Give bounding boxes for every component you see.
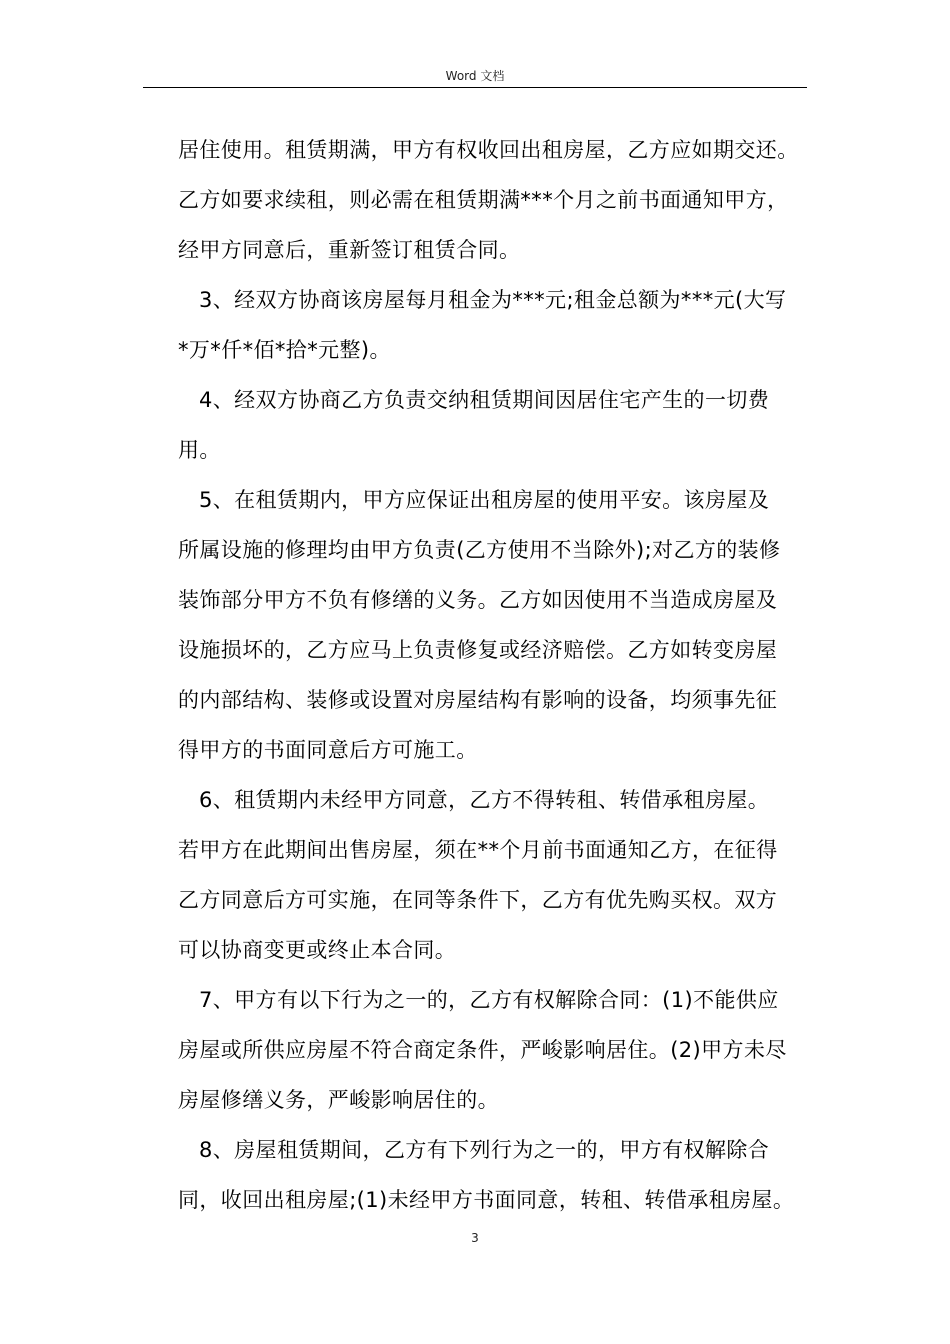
clause-8-first-line: 8、房屋租赁期间，乙方有下列行为之一的，甲方有权解除合 (199, 1138, 770, 1162)
body-line: 可以协商变更或终止本合同。 (178, 938, 457, 962)
document-body (178, 125, 818, 1225)
page-number: 3 (471, 1231, 479, 1245)
body-line: 居住使用。租赁期满，甲方有权收回出租房屋，乙方应如期交还。 (178, 138, 799, 162)
clause-6-first-line: 6、租赁期内未经甲方同意，乙方不得转租、转借承租房屋。 (199, 788, 770, 812)
body-line: 的内部结构、装修或设置对房屋结构有影响的设备，均须事先征 (178, 688, 778, 712)
body-line: 乙方如要求续租，则必需在租赁期满***个月之前书面通知甲方， (178, 188, 789, 212)
body-line: 房屋修缮义务，严峻影响居住的。 (178, 1088, 499, 1112)
header-divider (143, 87, 807, 88)
body-line: 乙方同意后方可实施，在同等条件下，乙方有优先购买权。双方 (178, 888, 778, 912)
page-header-title: Word 文档 (445, 69, 505, 83)
body-line: *万*仟*佰*拾*元整)。 (178, 338, 391, 362)
body-line: 所属设施的修理均由甲方负责(乙方使用不当除外);对乙方的装修 (178, 538, 781, 562)
clause-4-first-line: 4、经双方协商乙方负责交纳租赁期间因居住宅产生的一切费 (199, 388, 770, 412)
body-line: 同，收回出租房屋;(1)未经甲方书面同意，转租、转借承租房屋。 (178, 1188, 795, 1212)
clause-5-first-line: 5、在租赁期内，甲方应保证出租房屋的使用平安。该房屋及 (199, 488, 770, 512)
clause-3-first-line: 3、经双方协商该房屋每月租金为***元;租金总额为***元(大写 (199, 288, 787, 312)
body-line: 若甲方在此期间出售房屋，须在**个月前书面通知乙方，在征得 (178, 838, 778, 862)
body-line: 房屋或所供应房屋不符合商定条件，严峻影响居住。(2)甲方未尽 (178, 1038, 787, 1062)
body-line: 经甲方同意后，重新签订租赁合同。 (178, 238, 521, 262)
body-line: 装饰部分甲方不负有修缮的义务。乙方如因使用不当造成房屋及 (178, 588, 778, 612)
body-line: 设施损坏的，乙方应马上负责修复或经济赔偿。乙方如转变房屋 (178, 638, 778, 662)
clause-7-first-line: 7、甲方有以下行为之一的，乙方有权解除合同：(1)不能供应 (199, 988, 779, 1012)
body-line: 得甲方的书面同意后方可施工。 (178, 738, 478, 762)
body-line: 用。 (178, 438, 221, 462)
